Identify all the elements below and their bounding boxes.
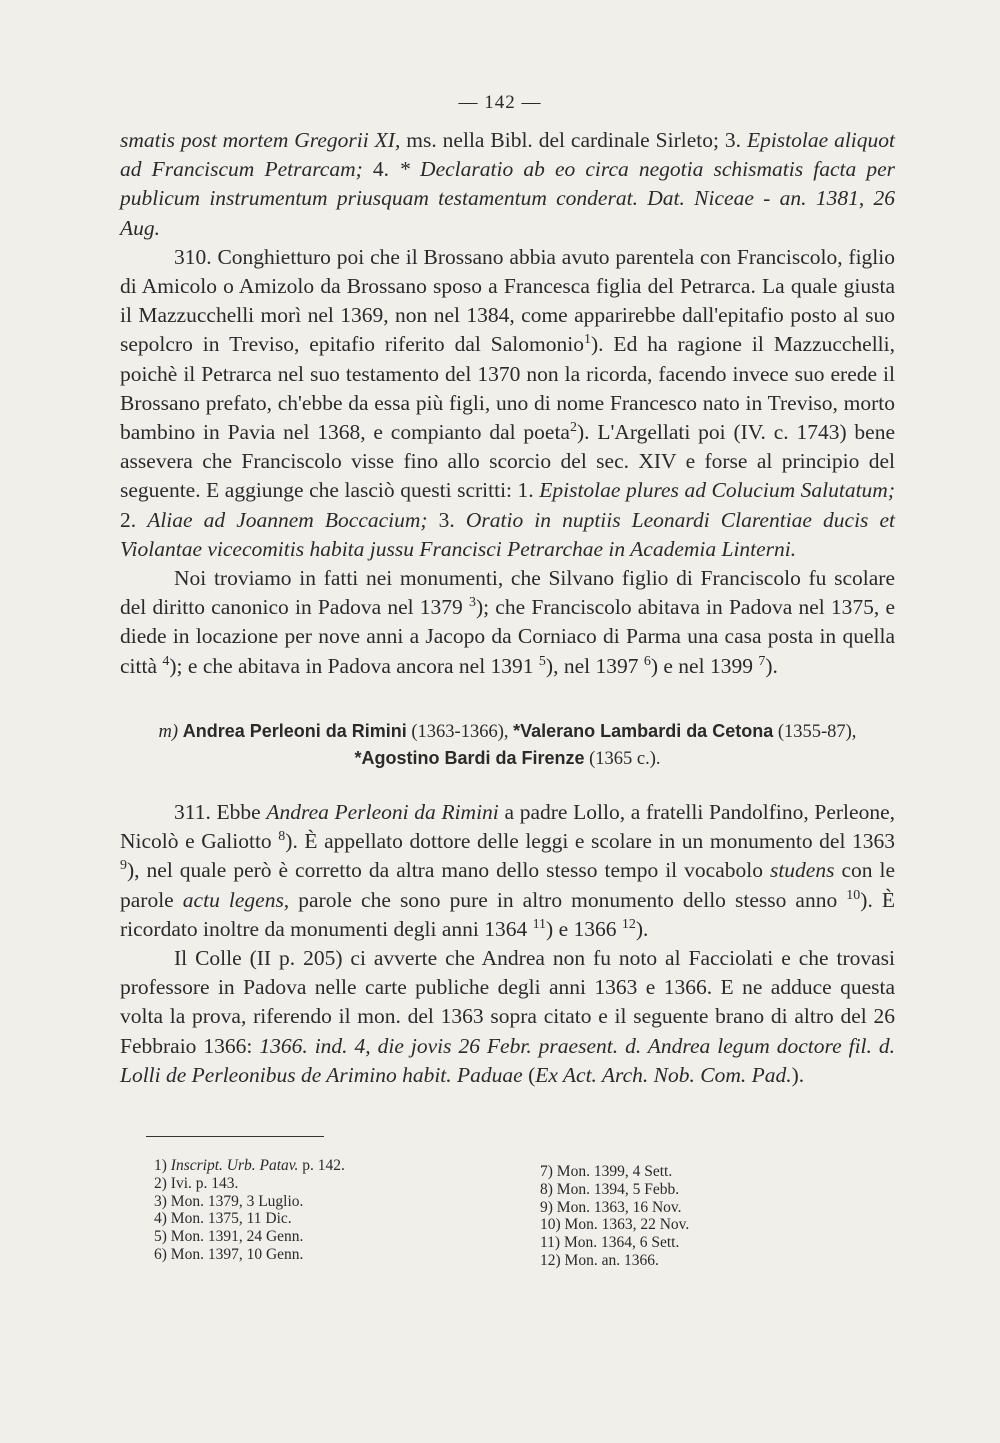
footnote-ref: 11 xyxy=(532,916,547,932)
footnote-ref: 8 xyxy=(278,829,286,845)
main-text-upper xyxy=(120,126,895,681)
footnote: 3) Mon. 1379, 3 Luglio. xyxy=(154,1192,304,1210)
paragraph-310: 310. Conghietturo poi che il Brossano abbia avuto parentela con Franciscolo, figlio di Amicolo o Amizolo da Brossano sposo a Francesca figlia del Petrarca. La quale giusta il Mazzucchelli morì nel 1369, non nel 1384, come apparirebbe dall'epitafio posto al suo sepolcro in Treviso, epitafio riferito dal Salomonio$^1$). Ed ha ragione il Mazzucchelli, poichè il Petrarca nel suo testamento del 1370 non la ricorda, facendo invece suo erede il Brossano prefato, ch'ebbe da essa più figli, uno di nome Francesco nato in Treviso, morto bambino in Pavia nel 1368, e compianto dal poeta$^2$). L'Argellati poi (IV. c. 1743) bene assevera che Franciscolo visse fino allo scorcio del sec. XIV e forse al principio del seguente. E aggiunge che lasciò questi scritti: 1. Epistolae plures ad Colucium Salutatum; 2. Aliae ad Joannem Boccacium; 3. Oratio in nuptiis Leonardi Clarentiae ducis et Violantae vicecomitis habita jussu Francisci Petrarchae in Academia Linterni. xyxy=(120,244,896,561)
footnote: 2) Ivi. p. 143. xyxy=(154,1174,239,1192)
footnotes-right xyxy=(540,1163,689,1270)
footnote: 5) Mon. 1391, 24 Genn. xyxy=(154,1228,304,1246)
section-heading: m) Andrea Perleoni da Rimini (1363-1366), *Valerano Lambardi da Cetona (1355-87), *Agostino Bardi da Firenze (1365 c.). xyxy=(158,721,857,769)
footnote: 11) Mon. 1364, 6 Sett. xyxy=(540,1234,680,1252)
paragraph-colle: Il Colle (II p. 205) ci avverte che Andrea non fu noto al Facciolati e che trovasi professore in Padova nelle carte publiche degli anni 1363 e 1366. E ne adduce questa volta la prova, riferendo il mon. del 1363 sopra citato e il seguente brano di altro del 26 Febbraio 1366: 1366. ind. 4, die jovis 26 Febr. praesent. d. Andrea legum doctore fil. d. Lolli de Perleonibus de Arimino habit. Paduae (Ex Act. Arch. Nob. Com. Pad.). xyxy=(120,946,896,1087)
footnote: 9) Mon. 1363, 16 Nov. xyxy=(540,1198,682,1216)
main-text-lower xyxy=(120,798,895,1090)
footnotes-left xyxy=(154,1157,345,1264)
footnote-ref: 2 xyxy=(569,419,577,435)
footnote: 10) Mon. 1363, 22 Nov. xyxy=(540,1216,690,1234)
footnote-ref: 10 xyxy=(846,887,861,903)
footnote-ref: 6 xyxy=(643,653,651,669)
footnote-divider xyxy=(146,1136,324,1137)
footnote-ref: 1 xyxy=(583,332,591,348)
footnote: 6) Mon. 1397, 10 Genn. xyxy=(154,1245,304,1263)
footnote-ref: 12 xyxy=(621,916,636,932)
footnote-ref: 9 xyxy=(120,858,127,874)
paragraph-311: 311. Ebbe Andrea Perleoni da Rimini a padre Lollo, a fratelli Pandolfino, Perleone, Nicolò e Galiotto $^8$). È appellato dottore delle leggi e scolare in un monumento del 1363 $^9$), nel quale però è corretto da altra mano dello stesso tempo il vocabolo studens con le parole actu legens, parole che sono pure in altro monumento dello stesso anno $^{10}$). È ricordato inoltre da monumenti degli anni 1364 $^{11}$) e 1366 $^{12}$). xyxy=(120,800,896,941)
paragraph-noi: Noi troviamo in fatti nei monumenti, che Silvano figlio di Franciscolo fu scolare del diritto canonico in Padova nel 1379 $^3$); che Franciscolo abitava in Padova nel 1375, e diede in locazione per nove anni a Jacopo da Corniaco di Parma una casa posta in quella città $^4$); e che abitava in Padova ancora nel 1391 $^5$), nel 1397 $^6$) e nel 1399 $^7$). xyxy=(120,566,895,678)
footnote: 1) Inscript. Urb. Patav. p. 142. xyxy=(154,1157,345,1174)
footnote: 4) Mon. 1375, 11 Dic. xyxy=(154,1210,292,1228)
page-number: — 142 — xyxy=(458,92,542,113)
footnote: 8) Mon. 1394, 5 Febb. xyxy=(540,1180,680,1198)
footnote: 7) Mon. 1399, 4 Sett. xyxy=(540,1163,673,1180)
footnote-ref: 4 xyxy=(162,653,170,669)
footnote-ref: 7 xyxy=(758,653,766,669)
footnote-ref: 3 xyxy=(468,595,476,611)
footnote-ref: 5 xyxy=(538,653,546,669)
footnote: 12) Mon. an. 1366. xyxy=(540,1251,659,1269)
continuation-paragraph: smatis post mortem Gregorii XI, ms. nella Bibl. del cardinale Sirleto; 3. Epistolae aliquot ad Franciscum Petrarcam; 4. * Declaratio ab eo circa negotia schismatis facta per publicum instrumentum priusquam testamentum conderat. Dat. Niceae - an. 1381, 26 Aug. xyxy=(120,128,896,240)
